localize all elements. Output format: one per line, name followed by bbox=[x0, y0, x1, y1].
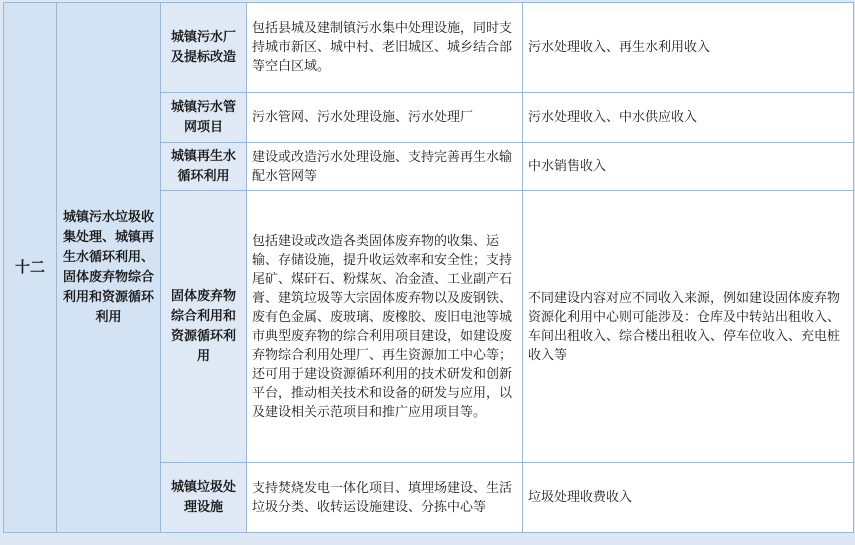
project-table bbox=[3, 2, 854, 533]
project-description: 污水管网、污水处理设施、污水处理厂 bbox=[247, 93, 523, 143]
project-description: 支持焚烧发电一体化项目、填埋场建设、生活垃圾分类、收转运设施建设、分拣中心等 bbox=[247, 463, 523, 533]
category-label: 城镇污水垃圾收集处理、城镇再生水循环利用、固体废弃物综合利用和资源循环利用 bbox=[57, 3, 161, 533]
project-name: 城镇污水厂及提标改造 bbox=[161, 3, 247, 93]
revenue-source: 中水销售收入 bbox=[523, 143, 854, 191]
section-number: 十二 bbox=[4, 3, 57, 533]
revenue-source: 污水处理收入、再生水利用收入 bbox=[523, 3, 854, 93]
project-description: 建设或改造污水处理设施、支持完善再生水输配水管网等 bbox=[247, 143, 523, 191]
project-description: 包括建设或改造各类固体废弃物的收集、运输、存储设施，提升收运效率和安全性；支持尾矿、煤矸石、粉煤灰、冶金渣、工业副产石膏、建筑垃圾等大宗固体废弃物以及废钢铁、废有色金属、废玻璃、废橡胶、废旧电池等城市典型废弃物的综合利用项目建设，如建设废弃物综合利用处理厂、再生资源加工中心等；还可用于建设资源循环利用的技术研发和创新平台，推动相关技术和设备的研发与应用，以及建设相关示范项目和推广应用项目等。 bbox=[247, 191, 523, 463]
project-name: 固体废弃物综合利用和资源循环利用 bbox=[161, 191, 247, 463]
revenue-source: 污水处理收入、中水供应收入 bbox=[523, 93, 854, 143]
revenue-source: 垃圾处理收费收入 bbox=[523, 463, 854, 533]
project-name: 城镇垃圾处理设施 bbox=[161, 463, 247, 533]
project-name: 城镇污水管网项目 bbox=[161, 93, 247, 143]
table-row bbox=[4, 3, 854, 93]
project-name: 城镇再生水循环利用 bbox=[161, 143, 247, 191]
project-description: 包括县城及建制镇污水集中处理设施，同时支持城市新区、城中村、老旧城区、城乡结合部等空白区域。 bbox=[247, 3, 523, 93]
revenue-source: 不同建设内容对应不同收入来源，例如建设固体废弃物资源化利用中心则可能涉及：仓库及中转站出租收入、车间出租收入、综合楼出租收入、停车位收入、充电桩收入等 bbox=[523, 191, 854, 463]
